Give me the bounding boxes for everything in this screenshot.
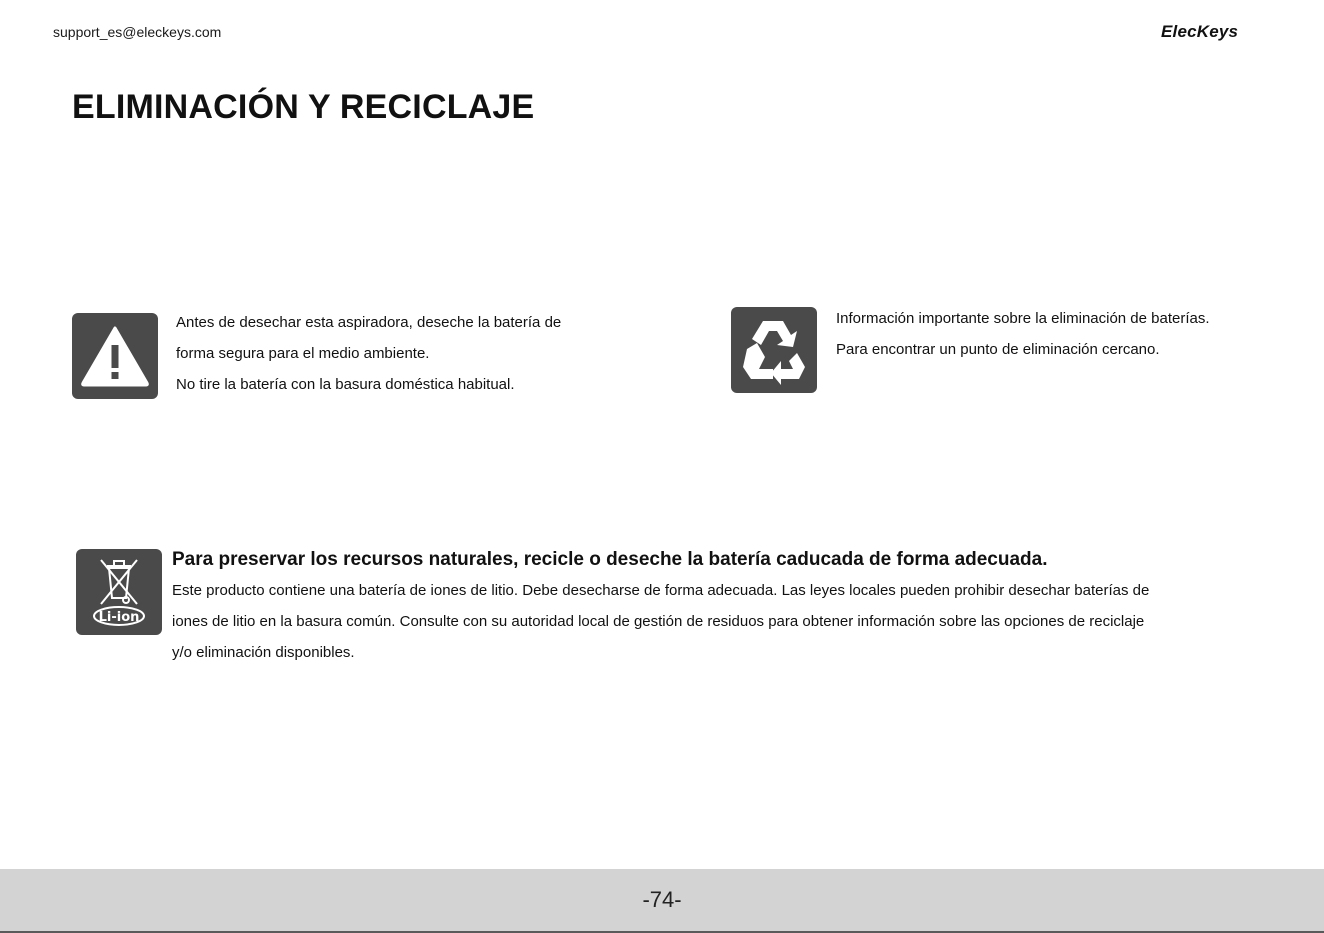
page-number: -74- <box>642 887 682 912</box>
li-ion-line: iones de litio en la basura común. Consulte con su autoridad local de gestión de residuos para obtener información sobre las opciones de reciclaje <box>172 613 1145 630</box>
warning-text <box>176 307 561 400</box>
page-footer <box>0 869 1324 933</box>
warning-line: forma segura para el medio ambiente. <box>176 345 430 362</box>
li-ion-heading: Para preservar los recursos naturales, recicle o deseche la batería caducada de forma adecuada. <box>172 549 1048 570</box>
recycle-line: Información importante sobre la eliminación de baterías. <box>836 310 1210 327</box>
support-email: support_es@eleckeys.com <box>53 24 222 40</box>
warning-line: Antes de desechar esta aspiradora, deseche la batería de <box>176 314 562 331</box>
li-ion-label: Li-ion <box>98 610 140 625</box>
li-ion-text-block <box>172 545 1252 668</box>
recycle-line: Para encontrar un punto de eliminación cercano. <box>836 341 1160 358</box>
warning-icon <box>72 313 158 399</box>
crossed-bin-li-ion-icon <box>76 549 162 635</box>
warning-line: No tire la batería con la basura doméstica habitual. <box>176 376 515 393</box>
page-title: ELIMINACIÓN Y RECICLAJE <box>72 88 535 126</box>
li-ion-line: y/o eliminación disponibles. <box>172 644 355 661</box>
brand-logo: ElecKeys <box>1161 22 1239 41</box>
recycle-text <box>836 303 1210 365</box>
recycle-icon <box>731 307 817 393</box>
li-ion-line: Este producto contiene una batería de iones de litio. Debe desecharse de forma adecuada. Las leyes locales pueden prohibir desechar baterías de <box>172 582 1150 599</box>
li-ion-body <box>172 575 1252 668</box>
